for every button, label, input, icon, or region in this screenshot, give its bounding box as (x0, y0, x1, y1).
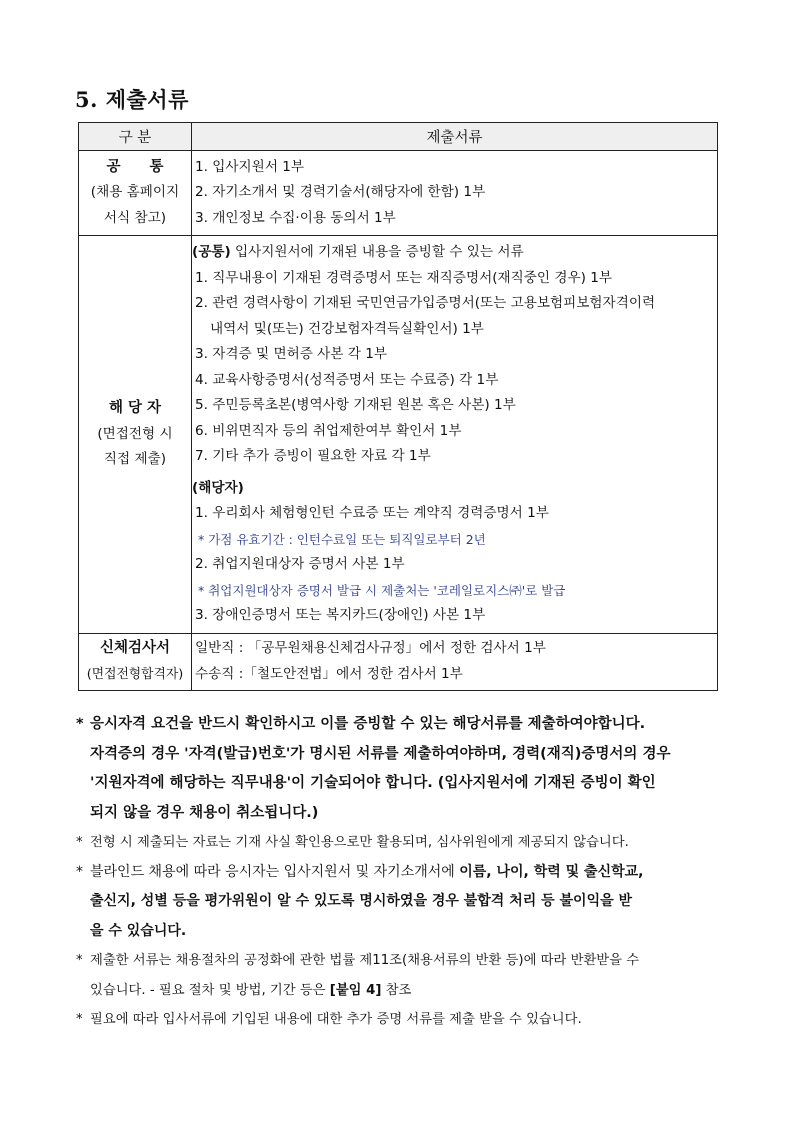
list-note: * 취업지원대상자 증명서 발급 시 제출처는 '코레일로지스㈜'로 발급 (198, 582, 566, 598)
note-text: 블라인드 채용에 따라 응시자는 입사지원서 및 자기소개서에 (90, 863, 460, 880)
list-item: 2. 자기소개서 및 경력기술서(해당자에 한함) 1부 (195, 184, 486, 201)
note-line: 제출한 서류는 채용절차의 공정화에 관한 법률 제11조(채용서류의 반환 등)에 따라 반환받을 수 (90, 953, 640, 968)
note-line: '지원자격에 해당하는 직무내용'이 기술되어야 합니다. (입사지원서에 기재된 증빙이 확인 (90, 775, 656, 791)
category-applicable (79, 236, 192, 634)
note-return (76, 946, 720, 1005)
note-line (90, 858, 720, 888)
category-title: 해 당 자 (108, 400, 162, 416)
note-blind-hiring (76, 858, 720, 947)
note-marker: * (76, 835, 83, 850)
list-item: 1. 직무내용이 기재된 경력증명서 또는 재직증명서(재직중인 경우) 1부 (195, 269, 613, 286)
table-row-applicable (79, 236, 718, 634)
note-emphasis: [붙임 4] (329, 982, 382, 998)
list-item: 1. 입사지원서 1부 (195, 158, 305, 175)
group-header-applicable: (해당자) (192, 479, 244, 496)
note-line: 자격증의 경우 '자격(발급)번호'가 명시된 서류를 제출하여야하며, 경력(재직)증명서의 경우 (90, 745, 671, 762)
table-header-row (79, 123, 718, 151)
list-item: 2. 취업지원대상자 증명서 사본 1부 (195, 556, 405, 572)
note-marker: * (76, 863, 83, 880)
category-title: 신체검사서 (99, 640, 171, 656)
list-item: 2. 관련 경력사항이 기재된 국민연금가입증명서(또는 고용보험피보험자격이력 (195, 295, 656, 311)
note-text: 있습니다. - 필요 절차 및 방법, 기간 등은 (90, 982, 330, 998)
list-item: 4. 교육사항증명서(성적증명서 또는 수료증) 각 1부 (195, 371, 499, 388)
list-note: * 가점 유효기간 : 인턴수료일 또는 퇴직일로부터 2년 (198, 531, 486, 547)
category-subtitle: 직접 제출) (103, 451, 167, 467)
group-header-common (192, 240, 717, 266)
category-physical (79, 633, 192, 690)
note-marker: * (76, 1012, 83, 1027)
note-line: 을 수 있습니다. (90, 922, 187, 939)
note-line: 응시자격 요건을 반드시 확인하시고 이를 증빙할 수 있는 해당서류를 제출하여야합니다. (90, 716, 646, 732)
category-common (79, 151, 192, 236)
note-marker: * (76, 953, 83, 968)
note-line: 전형 시 제출되는 자료는 기재 사실 확인용으로만 활용되며, 심사위원에게 제공되지 않습니다. (90, 835, 629, 850)
list-item: 3. 장애인증명서 또는 복지카드(장애인) 사본 1부 (195, 607, 486, 623)
list-item: 1. 우리회사 체험형인턴 수료증 또는 계약직 경력증명서 1부 (195, 505, 549, 521)
documents-common (192, 151, 718, 236)
notes-section (76, 710, 720, 1035)
group-label: (공통) (192, 244, 231, 260)
header-documents: 제출서류 (192, 123, 718, 151)
note-emphasis: 이름, 나이, 학력 및 출신학교, (459, 863, 644, 880)
header-category: 구 분 (79, 123, 192, 151)
category-subtitle: 서식 참고) (103, 209, 167, 226)
note-text: 참조 (381, 982, 412, 998)
note-marker: * (76, 716, 84, 732)
category-subtitle: (채용 홈페이지 (90, 184, 180, 201)
list-item: 6. 비위면직자 등의 취업제한여부 확인서 1부 (195, 422, 462, 439)
note-line: 필요에 따라 입사서류에 기입된 내용에 대한 추가 증명 서류를 제출 받을 수 있습니다. (90, 1012, 582, 1027)
list-item-continued: 내역서 및(또는) 건강보험자격득실확인서) 1부 (210, 320, 484, 337)
list-item: 5. 주민등록초본(병역사항 기재된 원본 혹은 사본) 1부 (195, 397, 516, 413)
group-description: 입사지원서에 기재된 내용을 증빙할 수 있는 서류 (230, 244, 524, 260)
list-item: 수송직 :「철도안전법」에서 정한 검사서 1부 (195, 665, 463, 682)
documents-table (78, 122, 718, 691)
documents-applicable (192, 236, 718, 634)
note-requirements (76, 710, 720, 828)
list-item: 7. 기타 추가 증빙이 필요한 자료 각 1부 (195, 448, 431, 464)
documents-physical (192, 633, 718, 690)
table-row-physical (79, 633, 718, 690)
category-title: 공 통 (106, 158, 164, 175)
note-line (90, 976, 720, 1006)
table-row-common (79, 151, 718, 236)
section-heading: 5. 제출서류 (75, 87, 189, 112)
category-subtitle: (면접전형합격자) (86, 666, 184, 682)
note-additional (76, 1005, 720, 1035)
list-item: 3. 자격증 및 면허증 사본 각 1부 (195, 346, 387, 362)
note-line: 출신지, 성별 등을 평가위원이 알 수 있도록 명시하였을 경우 불합격 처리 등 불이익을 받 (90, 893, 633, 909)
note-usage (76, 828, 720, 858)
note-line: 되지 않을 경우 채용이 취소됩니다.) (90, 804, 319, 821)
category-subtitle: (면접전형 시 (97, 425, 173, 442)
list-item: 3. 개인정보 수집·이용 동의서 1부 (195, 209, 396, 226)
list-item: 일반직 : 「공무원채용신체검사규정」에서 정한 검사서 1부 (195, 640, 546, 656)
